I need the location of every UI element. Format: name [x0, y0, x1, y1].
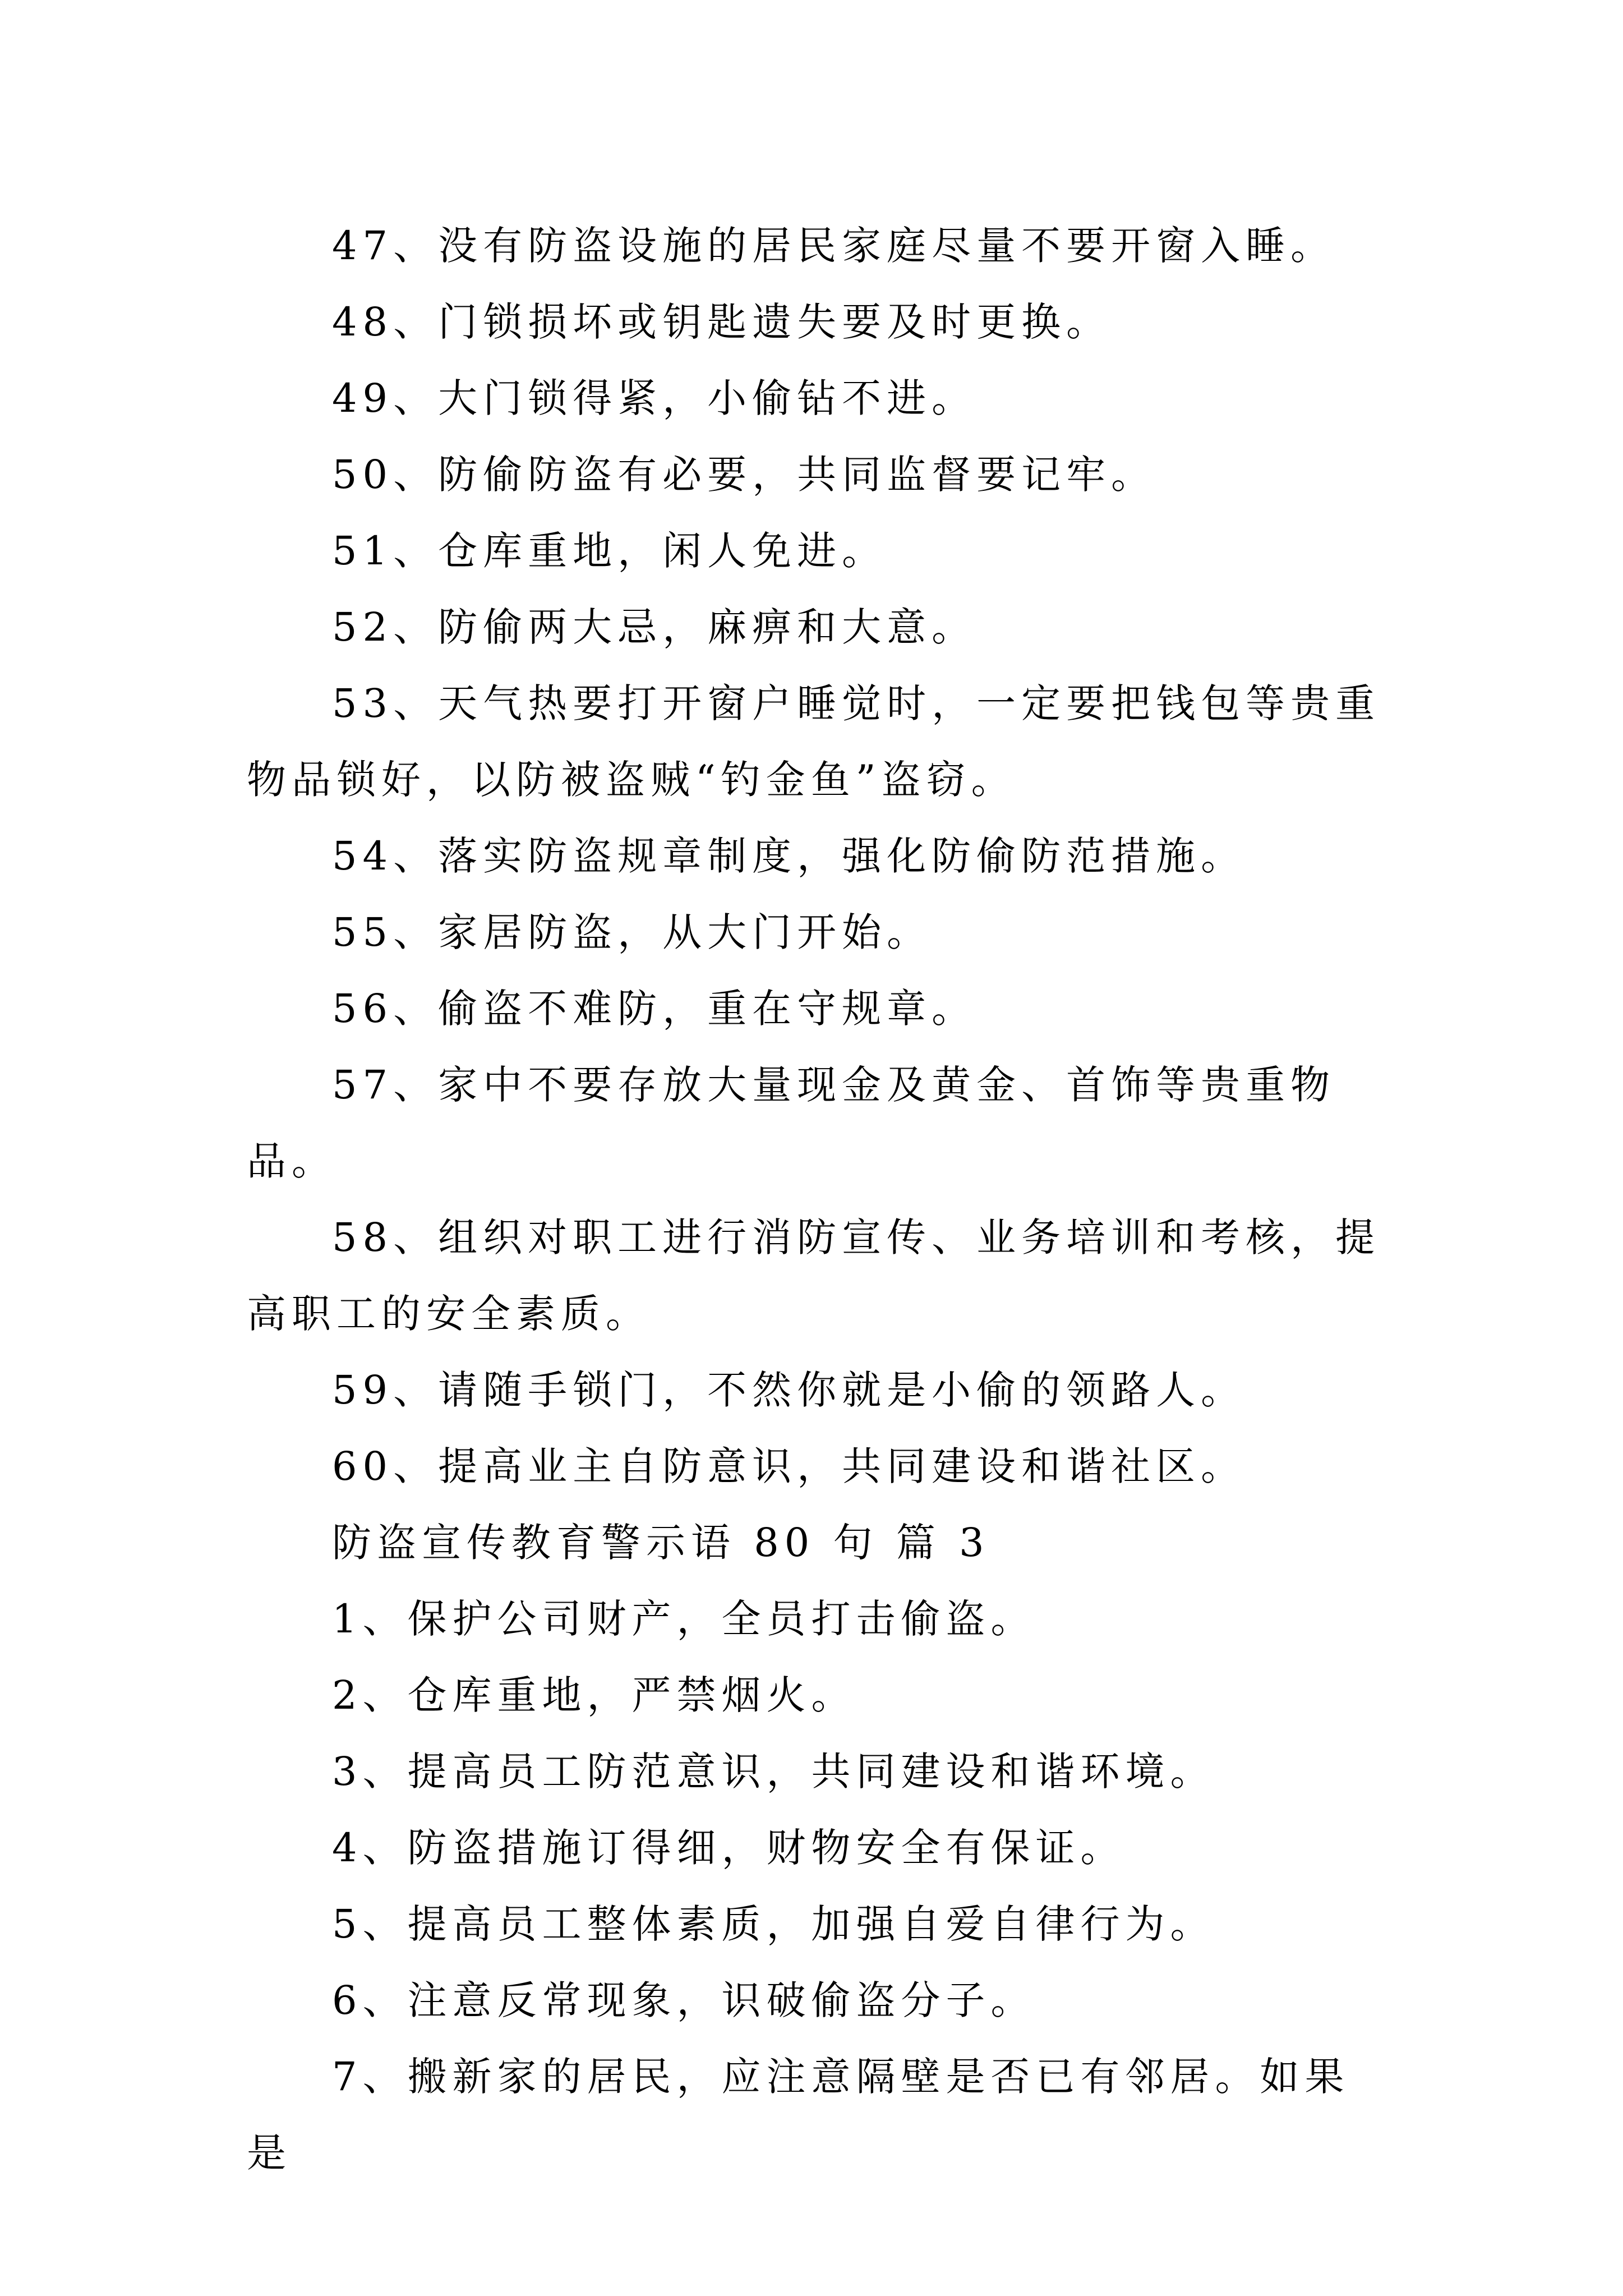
paragraph-4: 4、防盗措施订得细，财物安全有保证。: [332, 1825, 1126, 1871]
paragraph-49: 49、大门锁得紧，小偷钻不进。: [332, 375, 977, 421]
paragraph-55: 55、家居防盗，从大门开始。: [332, 909, 932, 955]
section-heading: 防盗宣传教育警示语 80 句 篇 3: [332, 1520, 990, 1566]
paragraph-1: 1、保护公司财产，全员打击偷盗。: [332, 1596, 1036, 1642]
paragraph-48: 48、门锁损坏或钥匙遗失要及时更换。: [332, 299, 1112, 345]
paragraph-60: 60、提高业主自防意识，共同建设和谐社区。: [332, 1443, 1246, 1489]
paragraph-54: 54、落实防盗规章制度，强化防偷防范措施。: [332, 833, 1246, 879]
paragraph-7: 7、搬新家的居民，应注意隔壁是否已有邻居。如果是: [247, 2054, 1350, 2176]
paragraph-59: 59、请随手锁门，不然你就是小偷的领路人。: [332, 1367, 1246, 1413]
paragraph-57: 57、家中不要存放大量现金及黄金、首饰等贵重物品。: [247, 1062, 1336, 1184]
paragraph-53: 53、天气热要打开窗户睡觉时，一定要把钱包等贵重物品锁好，以防被盗贼“钓金鱼”盗窃。: [247, 680, 1381, 803]
paragraph-58: 58、组织对职工进行消防宣传、业务培训和考核，提高职工的安全素质。: [247, 1214, 1381, 1337]
paragraph-2: 2、仓库重地，严禁烟火。: [332, 1672, 856, 1718]
document-body: [247, 208, 1391, 2191]
paragraph-6: 6、注意反常现象，识破偷盗分子。: [332, 1977, 1036, 2023]
paragraph-52: 52、防偷两大忌，麻痹和大意。: [332, 604, 977, 650]
paragraph-50: 50、防偷防盗有必要，共同监督要记牢。: [332, 452, 1156, 498]
paragraph-51: 51、仓库重地，闲人免进。: [332, 528, 887, 574]
paragraph-3: 3、提高员工防范意识，共同建设和谐环境。: [332, 1749, 1215, 1795]
paragraph-5: 5、提高员工整体素质，加强自爱自律行为。: [332, 1901, 1215, 1947]
paragraph-47: 47、没有防盗设施的居民家庭尽量不要开窗入睡。: [332, 223, 1336, 269]
paragraph-56: 56、偷盗不难防，重在守规章。: [332, 986, 977, 1032]
